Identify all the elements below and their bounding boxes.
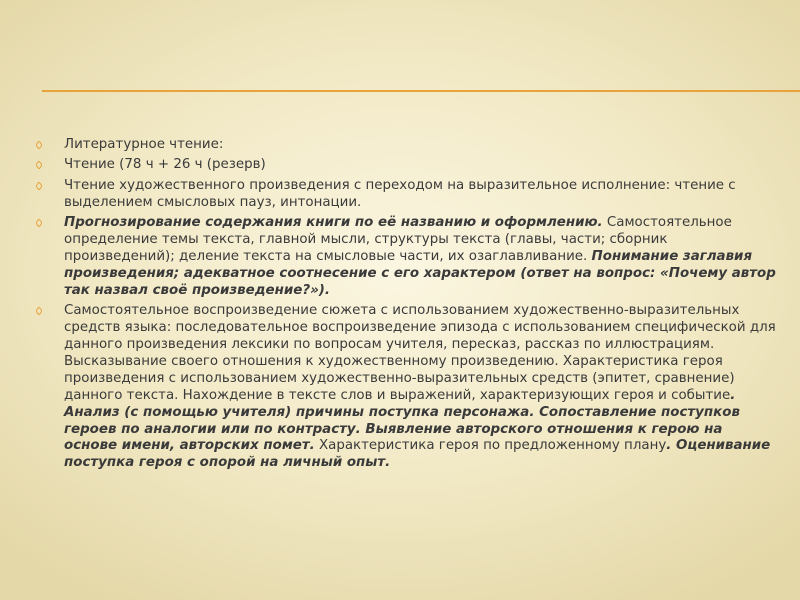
- list-item: [36, 157, 776, 174]
- item-evaluation-bold: . Оценивание поступка героя с опорой на личный опыт.: [64, 438, 771, 471]
- list-item: [36, 178, 776, 212]
- diamond-bullet-icon: [36, 307, 42, 315]
- content-body: [36, 137, 776, 476]
- diamond-bullet-icon: [36, 182, 42, 190]
- item-body: Самостоятельное определение темы текста, главной мысли, структуры текста (главы, части; сборник произведений); деление текста на смысловые части, их озаглавливание.: [64, 215, 732, 264]
- diamond-bullet-icon: [36, 141, 42, 149]
- item-body: Самостоятельное воспроизведение сюжета с использованием художественно-выразительных средств языка: последовательное воспроизведение эпизода с использованием специфической для данного произведения лексики по вопросам учителя, пересказ, рассказ по иллюстрациям. Высказывание своего отношения к художественному произведению. Характеристика героя произведения с использованием художественно-выразительных средств (эпитет, сравнение) данного текста. Нахождение в тексте слов и выражений, характеризующих героя и событие: [64, 303, 776, 403]
- item-analysis-bold: . Анализ (с помощью учителя) причины поступка персонажа. Сопоставление поступков героев по аналогии или по контрасту. Выявление авторского отношения к герою на основе имени, авторских помет.: [64, 387, 740, 454]
- item-text: Литературное чтение:: [64, 137, 224, 152]
- list-item: [36, 303, 776, 472]
- accent-line: [42, 90, 800, 92]
- item-text: Чтение (78 ч + 26 ч (резерв): [64, 157, 266, 173]
- diamond-bullet-icon: [36, 161, 42, 169]
- diamond-bullet-icon: [36, 219, 42, 227]
- item-lead-bold: Прогнозирование содержания книги по её названию и оформлению.: [64, 215, 603, 231]
- list-item: [36, 137, 776, 154]
- item-text: Чтение художественного произведения с переходом на выразительное исполнение: чтение с выделением смысловых пауз, интонации.: [64, 177, 736, 210]
- item-tail-bold: Понимание заглавия произведения; адекватное соотнесение с его характером (ответ на вопрос: «Почему автор так назвал своё произведение?»).: [64, 248, 776, 298]
- item-body: Характеристика героя по предложенному плану: [314, 438, 667, 454]
- list-item: [36, 215, 776, 300]
